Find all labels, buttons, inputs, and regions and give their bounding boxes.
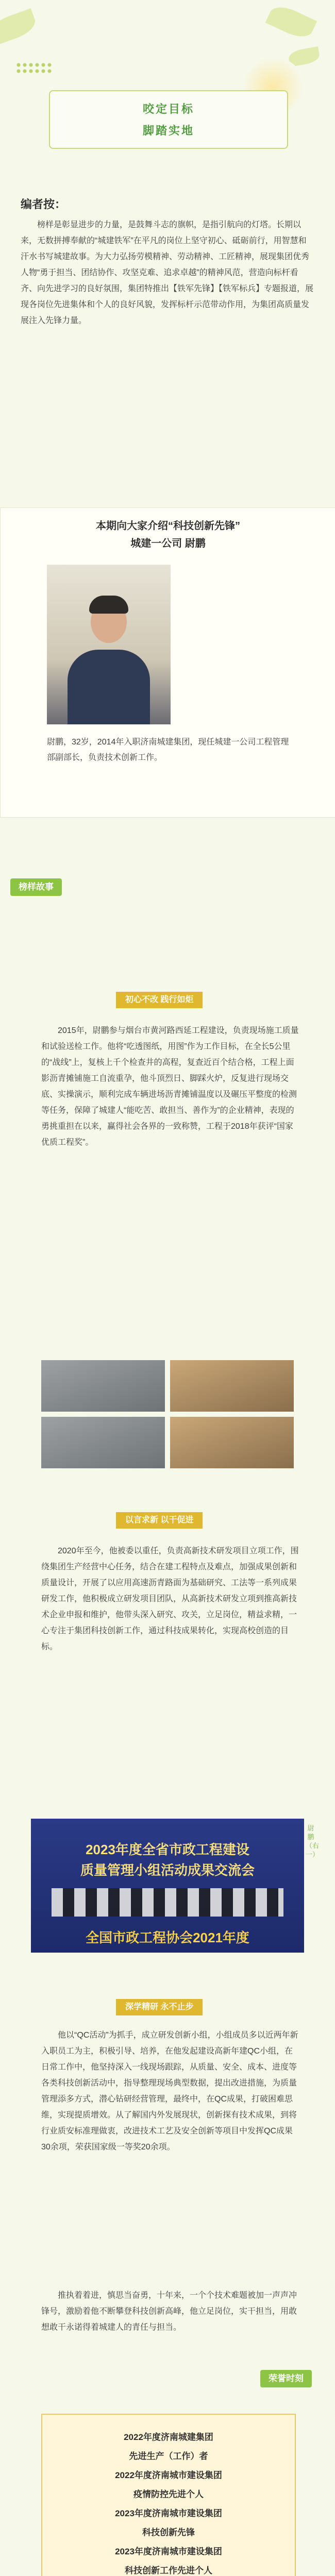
profile-title-line2: 城建一公司 尉鹏	[130, 538, 206, 549]
story-paragraph-3: 他以“QC活动”为抓手，成立研发创新小组，小组成员多以近两年新入职员工为主，积极引导、培养，在他发起建设高新年建QC小组，在日常工作中，他坚持深入一线现场跟踪，从质量、安全、成本、进度等各类科技创新活动中，指导整理现场典型数据，提出改进措施，为质量管理添多方式，潜心钻研经营管理，最终中，在QC成果，打破困难思维，实现提质增效。从了解国内外发展现状，创新探有技术成果，到将行业质安标准理做衷，改进技术工艺及安全创新等项目中发挥QC成果30余项，荣获国家级一等奖20余项。	[41, 2031, 298, 2151]
photo-site-2	[170, 1360, 294, 1412]
editor-label: 编者按：	[21, 198, 66, 211]
honor-line: 2022年度济南城市建设集团	[115, 2470, 222, 2480]
subheading-2: 以言求新 以干促进	[116, 1512, 203, 1529]
stage-title-2: 质量管理小组活动成果交流会	[80, 1862, 255, 1878]
honor-line: 先进生产（工作）者	[129, 2451, 208, 2461]
honor-line: 科技创新工作先进个人	[125, 2566, 212, 2575]
editor-text: 榜样是彰显进步的力量，是鼓舞斗志的旗帜，是指引航向的灯塔。长期以来，无数拼搏奉献的“城建铁军”在平凡的岗位上坚守初心、砥砺前行，用智慧和汗水书写城建故事。为大力弘扬劳模精神、劳动精神、工匠精神，展现集团优秀人物“勇于担当、团结协作、攻坚克难、追求卓越”的精神风范，营造向标杆看齐、向先进学习的良好氛围，集团特推出【铁军先锋】【铁军标兵】专题报道，展现各岗位先进集体和个人的良好风貌，发挥标杆示范带动作用，为集团高质量发展注入先锋力量。	[21, 221, 314, 325]
photo-site-3	[41, 1417, 165, 1468]
photo-site-1	[41, 1360, 165, 1412]
profile-title	[1, 517, 335, 552]
portrait-hair	[89, 596, 128, 614]
section-tab-honor: 荣誉时刻	[260, 2370, 312, 2387]
portrait-body	[68, 650, 150, 724]
subheading-3: 深学精研 永不止步	[116, 1999, 203, 2015]
stage-bottom-text: 全国市政工程协会2021年度	[86, 1930, 249, 1945]
honor-list	[41, 2414, 296, 2576]
banner-subtitle: 脚踏实地	[142, 124, 194, 137]
story-paragraph-2: 2020年至今，他被委以重任，负责高新技术研发项目立项工作，围绕集团生产经营中心任务，结合在建工程特点及难点，加强成果创新和质量设计，开展了以应用高速沥青路面为基础研究、工法等一系列成果研发工作，他积极成立研发项目团队，从高新技术研发立项到推高新技术企业申报和维护，他带头深入研究、攻关，立足岗位，精益求精，一心专注于集团科技创新工作，通过科技成果转化，实现高校创造的目标。	[41, 1547, 299, 1651]
banner-title: 咬定目标	[142, 103, 194, 115]
stage-people	[52, 1888, 283, 1917]
leaf-decoration	[0, 8, 39, 46]
profile-card	[0, 507, 335, 818]
story-paragraph-4: 推执着着进，慎思当奋勇，十年来，一个个技术难题被加一声声冲锋号，激励着他不断攀登科技创新高峰，他立足岗位，实干担当，用敢想敢干永诺得着城建人的青任与担当。	[41, 2291, 297, 2332]
honor-line: 2023年度济南城市建设集团	[115, 2509, 222, 2518]
dots-decoration	[15, 62, 52, 73]
portrait-photo	[47, 565, 171, 724]
photo-site-4	[170, 1417, 294, 1468]
subheading-1: 初心不改 践行如炬	[116, 992, 203, 1008]
leaf-decoration	[265, 2, 317, 42]
profile-description: 尉鹏，32岁，2014年入职济南城建集团，现任城建一公司工程管理部副部长，负责技术创新工作。	[47, 738, 289, 762]
editor-note	[21, 196, 314, 448]
stage-title-1: 2023年度全省市政工程建设	[86, 1842, 249, 1857]
honor-line: 疫情防控先进个人	[133, 2489, 204, 2499]
honor-line: 科技创新先锋	[142, 2528, 195, 2537]
honor-line: 2023年度济南城市建设集团	[115, 2547, 222, 2556]
title-banner	[49, 90, 288, 149]
honor-line: 2022年度济南城建集团	[124, 2432, 213, 2442]
photo-caption-vertical: 尉鹏（右一）	[306, 1824, 320, 1858]
photo-award-stage	[31, 1819, 304, 1953]
story-paragraph-1: 2015年，尉鹏参与烟台市黄河路西延工程建设，负责现场施工质量和试验送检工作。他将“吃透图纸，用图”作为工作目标，在全长5公里的“战线”上，复核上千个检查井的高程，复查近百个结合格，工程上面影沥青摊铺施工自流重孕，他斗顶烈日、脚踩火炉，反复进行现场交底、实操演示，顺利完成车辆进场沥青摊铺温度以及碾压平整度的检测等任务，保障了城建人“能吃苦、敢担当、善作为”的企业精神，表现的勇挑重担在以来，赢得社会各界的一致称赞，工程于2018年获评“国家优质工程奖”。	[41, 1026, 299, 1147]
section-tab-story: 榜样故事	[10, 878, 62, 896]
profile-title-line1: 本期向大家介绍“科技创新先锋”	[96, 520, 240, 532]
